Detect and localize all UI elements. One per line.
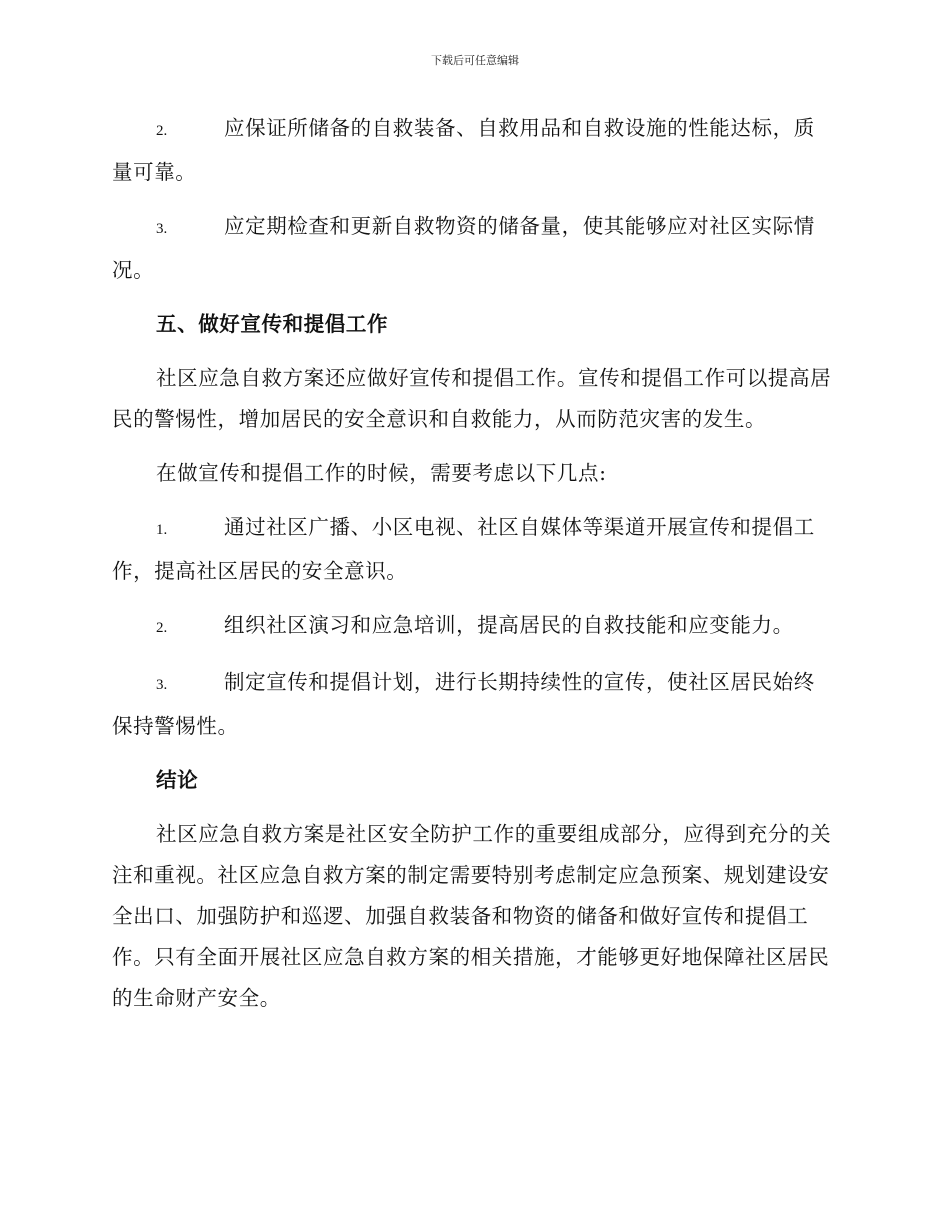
list-number: 3. [156,677,168,693]
list-item-text: 通过社区广播、小区电视、社区自媒体等渠道开展宣传和提倡工作，提高社区居民的安全意识。 [112,515,815,583]
list-item-text: 制定宣传和提倡计划，进行长期持续性的宣传，使社区居民始终保持警惕性。 [112,670,815,738]
list-number: 2. [156,620,168,636]
section-heading-publicity: 五、做好宣传和提倡工作 [156,312,389,336]
list-number: 2. [156,123,168,139]
list-item-text: 应保证所储备的自救装备、自救用品和自救设施的性能达标，质量可靠。 [112,116,815,184]
list-item-2 [112,605,832,649]
list-number: 3. [156,221,168,237]
paragraph-considerations: 在做宣传和提倡工作的时候，需要考虑以下几点: [156,461,607,485]
document-body [112,108,832,1032]
list-item-text: 组织社区演习和应急培训，提高居民的自救技能和应变能力。 [224,613,794,637]
list-item-3 [112,662,832,747]
paragraph-conclusion: 社区应急自救方案是社区安全防护工作的重要组成部分，应得到充分的关注和重视。社区应急自救方案的制定需要特别考虑制定应急预案、规划建设安全出口、加强防护和巡逻、加强自救装备和物资的储备和做好宣传和提倡工作。只有全面开展社区应急自救方案的相关措施，才能够更好地保障社区居民的生命财产安全。 [112,822,832,1010]
list-item-2 [112,108,832,193]
paragraph-publicity-intro: 社区应急自救方案还应做好宣传和提倡工作。宣传和提倡工作可以提高居民的警惕性，增加居民的安全意识和自救能力，从而防范灾害的发生。 [112,366,832,431]
list-item-3 [112,206,832,291]
list-item-text: 应定期检查和更新自救物资的储备量，使其能够应对社区实际情况。 [112,214,815,282]
page-header: 下载后可任意编辑 [431,54,519,67]
list-number: 1. [156,522,168,538]
list-item-1 [112,507,832,592]
section-heading-conclusion: 结论 [156,768,199,792]
